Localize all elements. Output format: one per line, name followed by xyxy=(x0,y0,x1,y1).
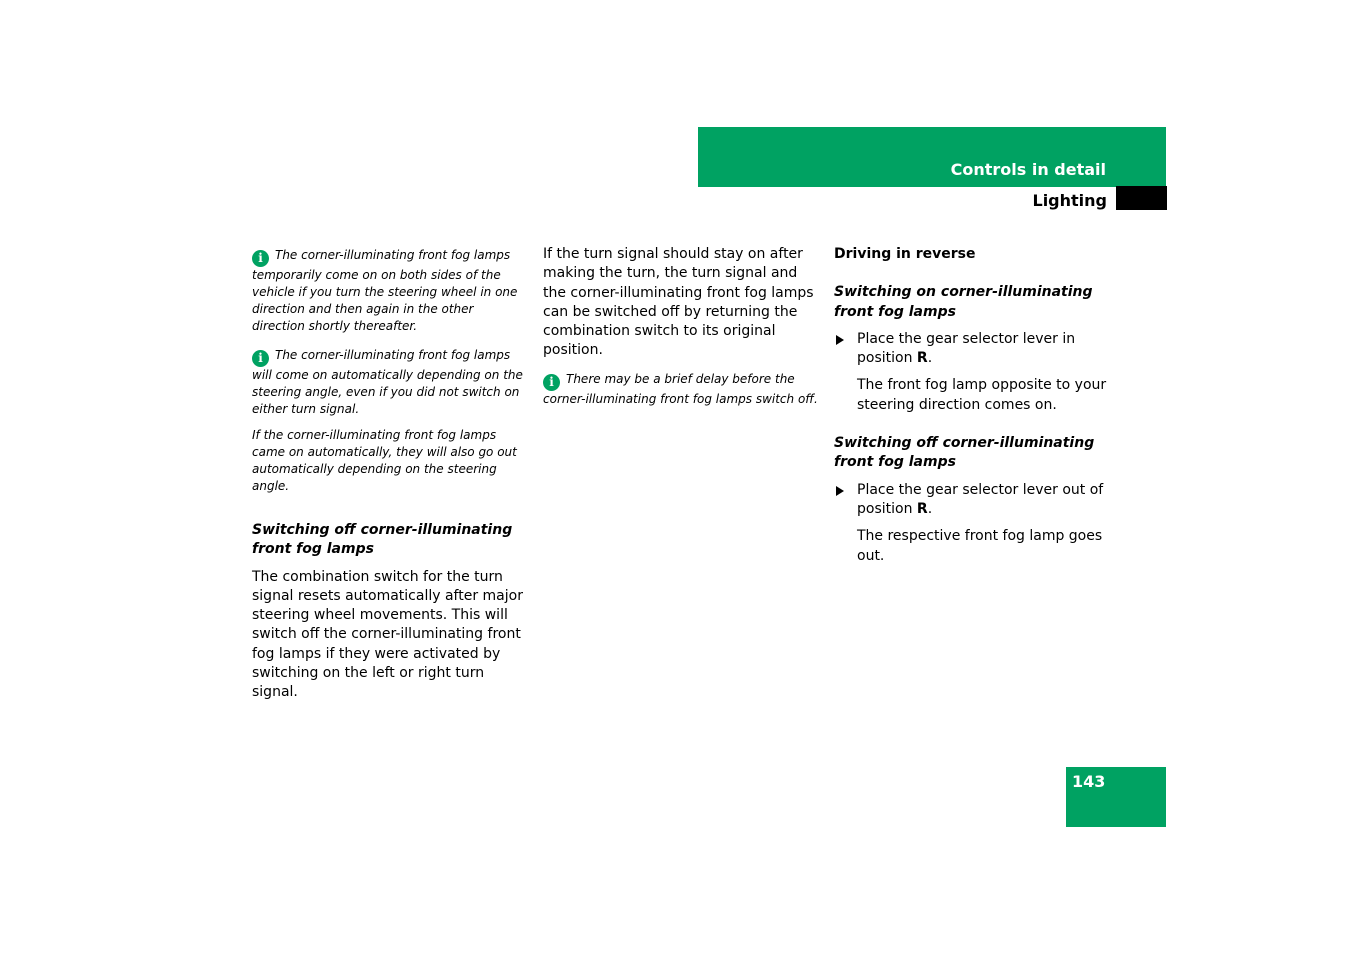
info-icon: i xyxy=(252,350,269,367)
info-icon: i xyxy=(252,250,269,267)
section-marker xyxy=(1116,186,1167,210)
info-note xyxy=(252,247,528,335)
step-item: Place the gear selector lever out of position R. xyxy=(834,481,1114,520)
info-note xyxy=(252,347,528,418)
column-right xyxy=(834,245,1114,566)
chapter-title: Controls in detail xyxy=(950,160,1106,179)
page-number: 143 xyxy=(1072,772,1106,791)
step-item: Place the gear selector lever in position R. xyxy=(834,330,1114,369)
step-result: The respective front fog lamp goes out. xyxy=(857,528,1103,564)
subheading-switching-on: Switching on corner-illuminating front fog lamps xyxy=(834,284,1093,320)
info-icon: i xyxy=(543,374,560,391)
step-result: The front fog lamp opposite to your steering direction comes on. xyxy=(857,377,1107,413)
column-middle xyxy=(543,245,819,420)
column-left xyxy=(252,245,528,713)
subheading-switching-off: Switching off corner-illuminating front fog lamps xyxy=(252,522,513,558)
triangle-right-icon xyxy=(836,335,844,345)
section-title: Lighting xyxy=(1032,191,1107,210)
gear-position-key: R xyxy=(916,500,928,517)
body-paragraph: If the turn signal should stay on after making the turn, the turn signal and the corner-illuminating front fog lamps can be switched off by returning the combination switch to its original position. xyxy=(543,246,814,359)
gear-position-key: R xyxy=(916,350,928,367)
note-continuation: If the corner-illuminating front fog lamps came on automatically, they will also go out automatically depending on the steering angle. xyxy=(252,428,517,493)
info-note-text: There may be a brief delay before the corner-illuminating front fog lamps switch off. xyxy=(543,371,818,406)
body-paragraph: The combination switch for the turn signal resets automatically after major steering wheel movements. This will switch off the corner-illuminating front fog lamps if they were activated by switching on the left or right turn signal. xyxy=(252,568,523,701)
triangle-right-icon xyxy=(836,486,844,496)
info-note-text: The corner-illuminating front fog lamps will come on automatically depending on the steering angle, even if you did not switch on either turn signal. xyxy=(252,348,523,416)
step-text: Place the gear selector lever out of position xyxy=(857,481,1104,517)
info-note xyxy=(543,371,819,408)
page-number-box xyxy=(1066,767,1166,827)
subheading-switching-off: Switching off corner-illuminating front fog lamps xyxy=(834,435,1095,471)
info-note-text: The corner-illuminating front fog lamps temporarily come on on both sides of the vehicle if you turn the steering wheel in one direction and then again in the other direction shortly thereafter. xyxy=(252,248,518,333)
heading-driving-in-reverse: Driving in reverse xyxy=(834,246,976,262)
step-text: Place the gear selector lever in position xyxy=(857,330,1076,367)
